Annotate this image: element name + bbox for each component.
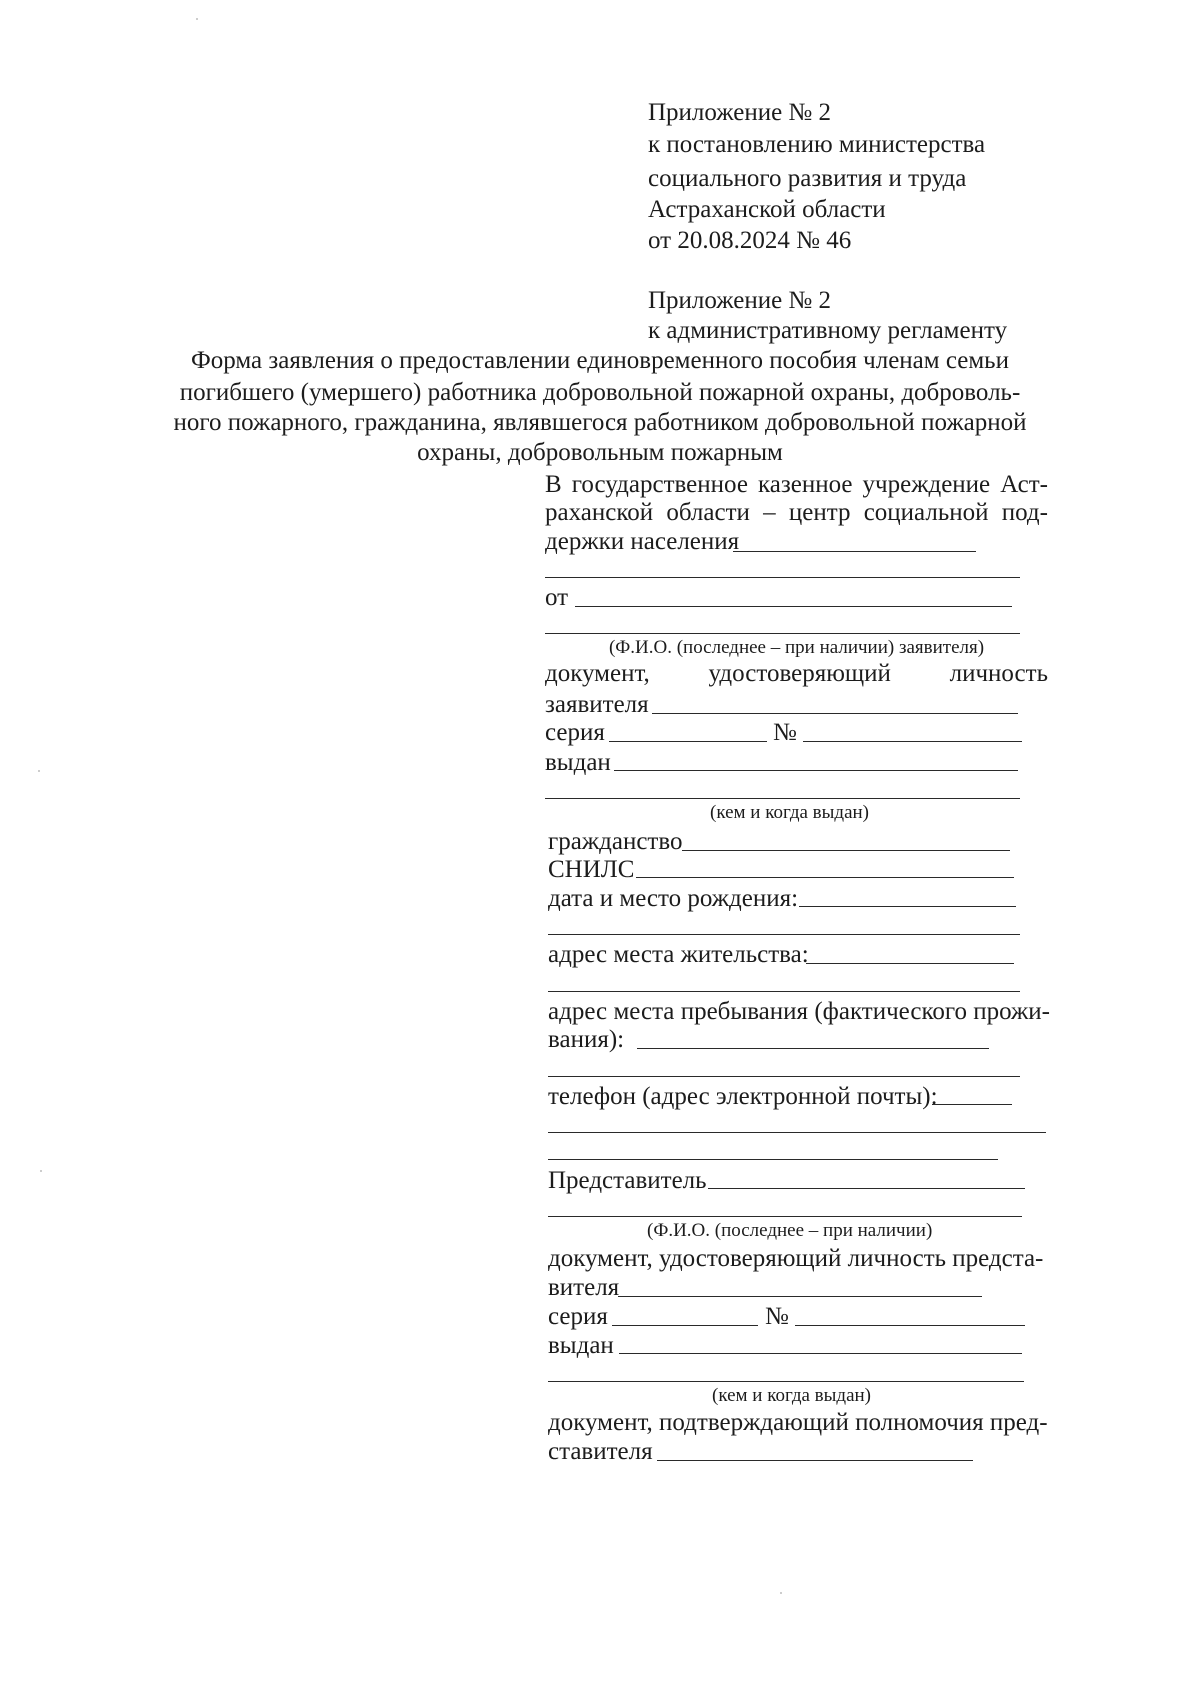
- decree-date: от 20.08.2024 № 46: [648, 227, 852, 254]
- authority-doc-label-cont: ставителя: [548, 1438, 653, 1465]
- title-line: погибшего (умершего) работника добровольной пожарной охраны, доброволь-: [179, 379, 1021, 406]
- representative-fio-field-cont[interactable]: [548, 1216, 1022, 1217]
- phone-field-cont2[interactable]: [548, 1159, 998, 1160]
- citizenship-label: гражданство: [548, 828, 683, 855]
- applicant-label: заявителя: [545, 691, 649, 718]
- snils-field[interactable]: [636, 877, 1014, 878]
- region-name: Астраханской области: [648, 196, 886, 223]
- stay-address-label: адрес места пребывания (фактического прожи-: [548, 998, 1050, 1025]
- rep-series-label: серия: [548, 1303, 608, 1330]
- regulation-ref: к административному регламенту: [648, 317, 1008, 344]
- rep-issued-label: выдан: [548, 1332, 614, 1359]
- decree-ref: к постановлению министерства: [648, 131, 986, 158]
- stay-address-field-cont[interactable]: [548, 1076, 1020, 1077]
- authority-doc-field[interactable]: [657, 1460, 973, 1461]
- center-name-field-cont[interactable]: [545, 577, 1020, 578]
- number-label: №: [773, 719, 797, 746]
- residence-label: адрес места жительства:: [548, 941, 809, 968]
- series-label: серия: [545, 719, 605, 746]
- phone-field-cont[interactable]: [548, 1132, 1046, 1133]
- addressee-label: держки населения: [545, 528, 740, 555]
- appendix-number-2: Приложение № 2: [648, 287, 832, 314]
- birth-label: дата и место рождения:: [548, 885, 799, 912]
- addressee-line: В государственное казенное учреждение Аст-: [545, 471, 1048, 498]
- rep-issued-field[interactable]: [619, 1353, 1022, 1354]
- snils-label: СНИЛС: [548, 856, 635, 883]
- ministry-name: социального развития и труда: [648, 165, 967, 192]
- series-field[interactable]: [609, 741, 767, 742]
- scan-speck: [780, 1592, 782, 1594]
- rep-number-label: №: [765, 1303, 789, 1330]
- center-name-field[interactable]: [733, 551, 976, 552]
- scan-speck: [38, 770, 40, 772]
- rep-issued-field-cont[interactable]: [548, 1381, 1024, 1382]
- title-line: ного пожарного, гражданина, являвшегося работником добровольной пожарной: [173, 409, 1027, 436]
- appendix-number: Приложение № 2: [648, 99, 832, 126]
- number-field[interactable]: [803, 741, 1022, 742]
- authority-doc-label: документ, подтверждающий полномочия пред-: [548, 1409, 1048, 1436]
- applicant-fio-hint: (Ф.И.О. (последнее – при наличии) заявителя): [608, 637, 985, 658]
- title-line: Форма заявления о предоставлении единовременного пособия членам семьи: [191, 347, 1009, 374]
- birth-field[interactable]: [799, 906, 1016, 907]
- rep-id-document-field[interactable]: [618, 1296, 982, 1297]
- rep-id-document-label: документ, удостоверяющий личность предста-: [548, 1245, 1044, 1272]
- issued-label: выдан: [545, 749, 611, 776]
- rep-number-field[interactable]: [795, 1325, 1025, 1326]
- representative-fio-hint: (Ф.И.О. (последнее – при наличии): [647, 1220, 933, 1241]
- stay-address-field[interactable]: [637, 1048, 989, 1049]
- residence-field[interactable]: [806, 963, 1014, 964]
- birth-field-cont[interactable]: [548, 934, 1020, 935]
- rep-issued-hint: (кем и когда выдан): [712, 1385, 872, 1406]
- title-line: охраны, добровольным пожарным: [417, 439, 783, 466]
- representative-fio-field[interactable]: [708, 1188, 1025, 1189]
- addressee-line: раханской области – центр социальной под-: [545, 499, 1048, 526]
- issued-field-cont[interactable]: [545, 798, 1020, 799]
- rep-id-document-label-cont: вителя: [548, 1274, 620, 1301]
- phone-field[interactable]: [932, 1104, 1012, 1105]
- residence-field-cont[interactable]: [548, 991, 1020, 992]
- scan-speck: [40, 1170, 42, 1172]
- scan-speck: [196, 18, 198, 20]
- applicant-fio-field[interactable]: [575, 606, 1012, 607]
- id-document-field[interactable]: [652, 713, 1018, 714]
- from-label: от: [545, 584, 569, 611]
- issued-field[interactable]: [614, 770, 1018, 771]
- id-document-label: документ, удостоверяющий личность: [545, 660, 1048, 687]
- citizenship-field[interactable]: [682, 850, 1010, 851]
- representative-label: Представитель: [548, 1167, 707, 1194]
- rep-series-field[interactable]: [612, 1325, 758, 1326]
- stay-address-label-cont: вания):: [548, 1026, 625, 1053]
- issued-hint: (кем и когда выдан): [710, 802, 870, 823]
- applicant-fio-field-cont[interactable]: [545, 633, 1020, 634]
- phone-label: телефон (адрес электронной почты):: [548, 1083, 938, 1110]
